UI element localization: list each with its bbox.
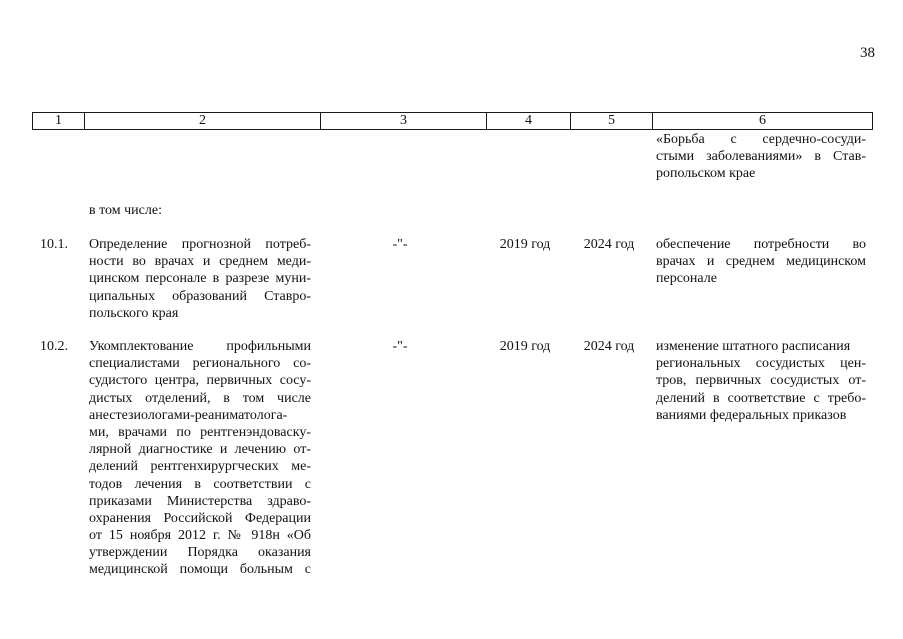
header-col-6: 6 bbox=[652, 113, 872, 129]
description-line: дистых отделений, в том числе bbox=[89, 390, 311, 406]
description-line: Определение прогнозной потреб- bbox=[89, 237, 311, 252]
page-number: 38 bbox=[860, 45, 875, 61]
description-line: судистого центра, первичных сосу- bbox=[89, 373, 311, 389]
header-col-4: 4 bbox=[486, 113, 570, 129]
row-start-year: 2019 год bbox=[499, 339, 551, 354]
row-result bbox=[656, 338, 866, 424]
row-description bbox=[89, 236, 311, 322]
row-end-year: 2024 год bbox=[583, 237, 635, 252]
row-executor: -"- bbox=[392, 237, 408, 252]
description-line: специалистами регионального со- bbox=[89, 356, 311, 372]
description-line: от 15 ноября 2012 г. № 918н «Об bbox=[89, 528, 311, 544]
result-line: изменение штатного расписания bbox=[656, 339, 851, 354]
subheading: в том числе: bbox=[89, 203, 162, 218]
description-line: польского края bbox=[89, 305, 179, 321]
description-line: охранения Российской Федерации bbox=[89, 510, 311, 526]
result-line: обеспечение потребности во bbox=[656, 237, 866, 252]
result-line: ваниями федеральных приказов bbox=[656, 407, 847, 423]
row-number: 10.1. bbox=[40, 237, 68, 252]
result-line: врачах и среднем медицинском bbox=[656, 254, 866, 270]
description-line: медицинской помощи больным с bbox=[89, 562, 311, 578]
row-number: 10.2. bbox=[40, 339, 68, 354]
continuation-text bbox=[656, 131, 866, 183]
description-line: тодов лечения в соответствии с bbox=[89, 476, 311, 492]
row-start-year: 2019 год bbox=[499, 237, 551, 252]
description-line: цинском персонале в разрезе муни- bbox=[89, 271, 311, 287]
description-line: анестезиологами-реаниматолога- bbox=[89, 407, 288, 423]
row-end-year: 2024 год bbox=[583, 339, 635, 354]
description-line: приказами Министерства здраво- bbox=[89, 493, 311, 509]
description-line: делений рентгенхирургческих ме- bbox=[89, 459, 311, 475]
result-line: делений в соответствие с требо- bbox=[656, 390, 866, 406]
continuation-line: ропольском крае bbox=[656, 166, 756, 182]
header-col-2: 2 bbox=[84, 113, 320, 129]
result-line: региональных сосудистых цен- bbox=[656, 356, 866, 372]
description-line: утверждении Порядка оказания bbox=[89, 545, 311, 561]
header-col-1: 1 bbox=[55, 113, 62, 128]
description-line: Укомплектование профильными bbox=[89, 339, 311, 354]
row-description bbox=[89, 338, 311, 579]
description-line: ности во врачах и среднем меди- bbox=[89, 254, 311, 270]
header-col-5: 5 bbox=[570, 113, 652, 129]
continuation-line: стыми заболеваниями» в Став- bbox=[656, 149, 866, 165]
result-line: персонале bbox=[656, 271, 717, 287]
continuation-line: «Борьба с сердечно-сосуди- bbox=[656, 132, 866, 147]
description-line: лярной диагностике и лечению от- bbox=[89, 442, 311, 458]
description-line: ципальных образований Ставро- bbox=[89, 288, 311, 304]
table-header-row bbox=[32, 112, 873, 130]
row-executor: -"- bbox=[392, 339, 408, 354]
description-line: ми, врачами по рентгенэндоваску- bbox=[89, 424, 311, 440]
row-result bbox=[656, 236, 866, 288]
header-col-3: 3 bbox=[320, 113, 486, 129]
result-line: тров, первичных сосудистых от- bbox=[656, 373, 866, 389]
